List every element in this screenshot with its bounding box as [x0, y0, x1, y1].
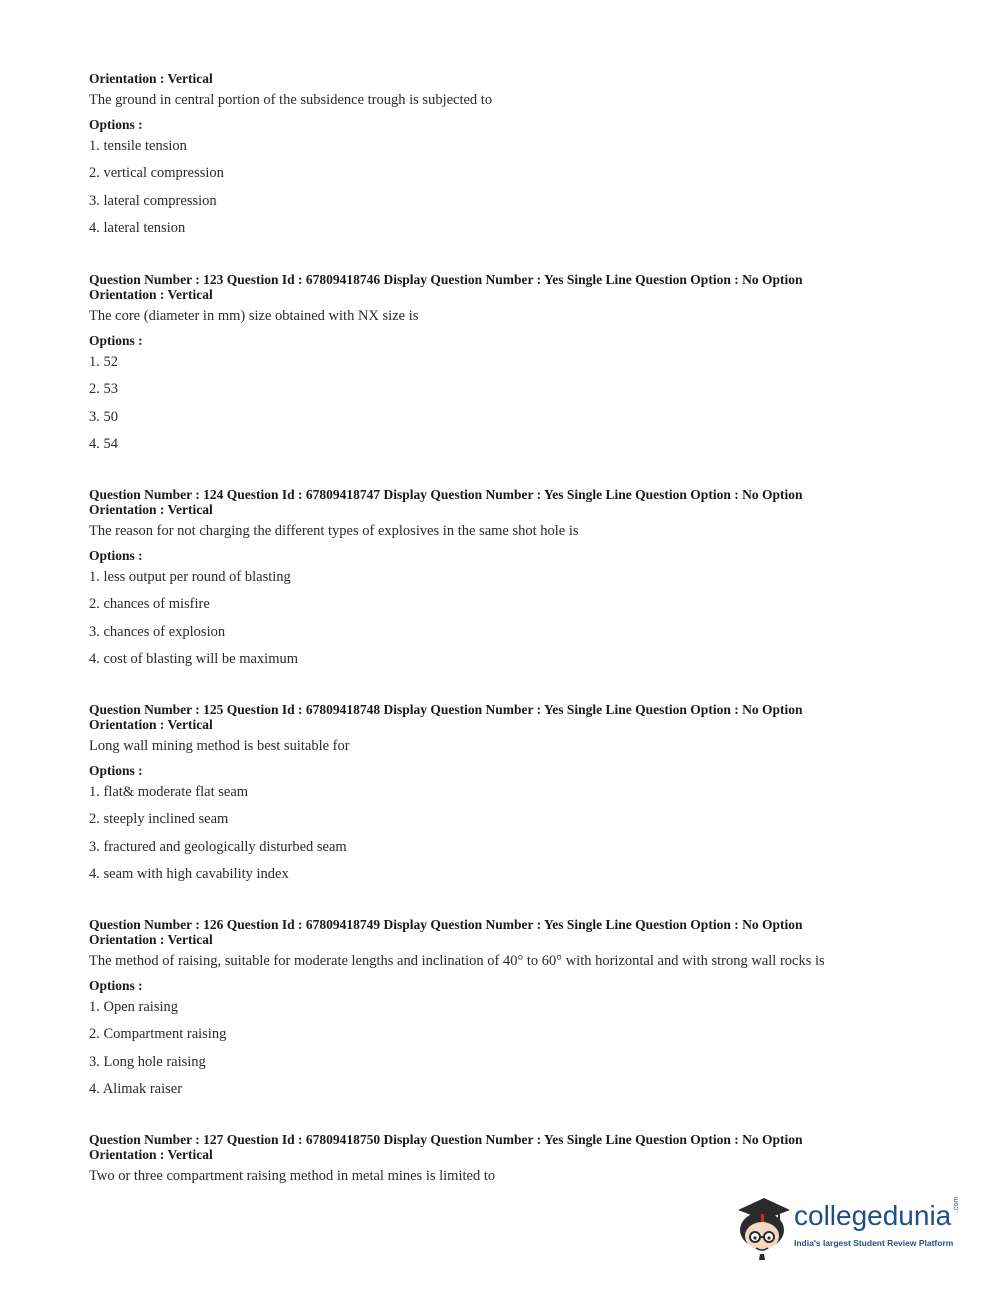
- question-meta-line2: Orientation : Vertical: [89, 502, 213, 517]
- question-125: [89, 702, 889, 888]
- options-label: Options :: [89, 978, 143, 993]
- question-126: [89, 917, 889, 1103]
- option-1: 1. less output per round of blasting: [89, 569, 291, 585]
- question-meta-line1: Question Number : 126 Question Id : 67809418749 Display Question Number : Yes Single Line Question Option : No Option: [89, 917, 803, 932]
- option-1: 1. tensile tension: [89, 138, 187, 154]
- option-4: 4. Alimak raiser: [89, 1081, 183, 1098]
- option-4: 4. 54: [89, 436, 118, 453]
- question-124: [89, 487, 889, 673]
- option-1: 1. 52: [89, 354, 118, 370]
- question-text: Two or three compartment raising method in metal mines is limited to: [89, 1168, 496, 1184]
- question-123: [89, 272, 889, 458]
- question-meta-line2: Orientation : Vertical: [89, 1147, 213, 1162]
- question-meta-line2: Orientation : Vertical: [89, 717, 213, 732]
- option-3: 3. Long hole raising: [89, 1053, 206, 1070]
- options-label: Options :: [89, 117, 143, 132]
- option-4: 4. seam with high cavability index: [89, 866, 289, 883]
- logo-wordmark: collegedunia: [794, 1200, 952, 1231]
- question-text: The ground in central portion of the subsidence trough is subjected to: [89, 92, 493, 108]
- logo-tagline: India's largest Student Review Platform: [794, 1238, 954, 1248]
- option-3: 3. fractured and geologically disturbed seam: [89, 838, 347, 855]
- mascot-icon: [734, 1190, 792, 1260]
- question-text: The method of raising, suitable for moderate lengths and inclination of 40° to 60° with horizontal and with strong wall rocks is: [89, 953, 825, 969]
- option-1: 1. flat& moderate flat seam: [89, 784, 249, 800]
- question-122-tail: [89, 71, 889, 242]
- option-3: 3. 50: [89, 408, 118, 425]
- question-meta-line2: Orientation : Vertical: [89, 287, 213, 302]
- question-text: Long wall mining method is best suitable for: [89, 738, 350, 754]
- option-3: 3. chances of explosion: [89, 623, 226, 640]
- question-meta-line1: Question Number : 125 Question Id : 67809418748 Display Question Number : Yes Single Line Question Option : No Option: [89, 702, 803, 717]
- options-label: Options :: [89, 333, 143, 348]
- question-meta-line1: Question Number : 123 Question Id : 67809418746 Display Question Number : Yes Single Line Question Option : No Option: [89, 272, 803, 287]
- option-4: 4. lateral tension: [89, 220, 186, 237]
- question-meta: Orientation : Vertical: [89, 71, 213, 86]
- question-text: The reason for not charging the different types of explosives in the same shot hole is: [89, 523, 579, 539]
- question-meta-line2: Orientation : Vertical: [89, 932, 213, 947]
- option-2: 2. chances of misfire: [89, 596, 210, 613]
- question-meta-line1: Question Number : 127 Question Id : 67809418750 Display Question Number : Yes Single Line Question Option : No Option: [89, 1132, 803, 1147]
- option-2: 2. steeply inclined seam: [89, 811, 229, 828]
- option-3: 3. lateral compression: [89, 192, 217, 209]
- option-2: 2. Compartment raising: [89, 1026, 227, 1043]
- option-2: 2. 53: [89, 381, 118, 398]
- logo-suffix: .com: [953, 1196, 960, 1212]
- option-4: 4. cost of blasting will be maximum: [89, 651, 299, 668]
- options-label: Options :: [89, 548, 143, 563]
- question-meta-line1: Question Number : 124 Question Id : 67809418747 Display Question Number : Yes Single Line Question Option : No Option: [89, 487, 803, 502]
- question-127: [89, 1132, 889, 1184]
- collegedunia-logo[interactable]: [734, 1190, 964, 1260]
- option-2: 2. vertical compression: [89, 165, 224, 182]
- option-1: 1. Open raising: [89, 999, 178, 1015]
- question-text: The core (diameter in mm) size obtained with NX size is: [89, 308, 419, 324]
- options-label: Options :: [89, 763, 143, 778]
